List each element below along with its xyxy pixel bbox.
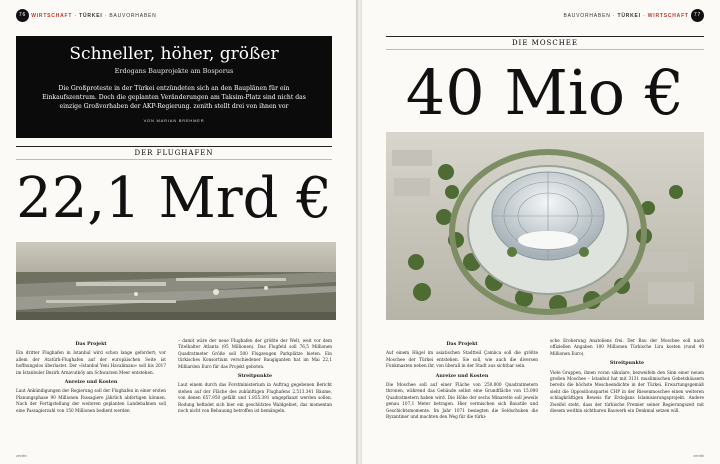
mosque-rendering-illustration: [386, 132, 704, 320]
paragraph: – damit wäre der neue Flughafen der größte der Welt, weit vor dem Titelhalter Atlanta (95 Millionen). Das Flugfeld soll 76,5 Millionen Quadratmeter Größe soll 500 Flugzeugen Parkplätze bieten. Ein türkisches Konsortium verschiedener Baugiganten hat im Mai 22,1 Milliarden Euro für das Projekt geboten.: [178, 338, 332, 369]
section-label: WIRTSCHAFT: [647, 12, 689, 19]
project-amount: 22,1 Mrd €: [16, 166, 332, 231]
mosque-image: [386, 132, 704, 320]
paragraph: Viele Gruppen, ihnen voran säkulare, bezweifeln den Sinn einer neuen großen Moschee – Istanbul hat mit 3131 muslimischen Gebetshäusern bereits die höchste Moscheendichte in der Türkei. Erwartungsgemäß sieht die Oppositionspartei CHP in der Riesenmoschee einen weiteren schlagkräftigen Beweis für Erdoğans Islamisierungsprojekt. Andere Zweifel steht, dass der türkische Premier seiner Regierungszeit mit diesem weithin sichtbaren Bauwerk ein Denkmal setzen will.: [550, 369, 704, 414]
project-amount: 40 Mio €: [405, 56, 685, 129]
paragraph: sche Eroberung Anatoliens frei. Der Bau der Moschee soll nach offiziellen Angaben 100 Millionen Türkische Lira kosten (rund 40 Millionen Euro).: [550, 338, 704, 356]
section-label: WIRTSCHAFT: [31, 12, 73, 19]
paragraph: Auf einem Hügel im asiatischen Stadtteil Çamlıca soll die größte Moschee der Türkei entstehen. Sie soll, wie auch die diversen Funkmasten neben ihr, von überall in der Stadt aus sichtbar sein.: [386, 350, 538, 369]
project-label: DER FLUGHAFEN: [16, 146, 332, 160]
left-page-header: 76 WIRTSCHAFT · TÜRKEI · BAUVORHABEN: [16, 9, 157, 22]
footer-brand: zenith: [693, 453, 704, 458]
subheading: Anreize und Kosten: [435, 372, 489, 379]
category-label: BAUVORHABEN: [563, 12, 611, 19]
paragraph: Ein dritter Flughafen in Istanbul wird schon lange gefordert; vor allem der Atatürk-Flughafen auf der europäischen Seite ist hoffnungslos überlastet. Der »Istanbul Yeni Havalimanı« soll bis 2017 im Istanbuler Bezirk Arnavutköy am Schwarzen Meer entstehen.: [16, 350, 166, 375]
category-label: BAUVORHABEN: [109, 12, 157, 19]
right-column-1: [386, 338, 538, 423]
left-column-1: [16, 338, 166, 417]
footer-brand: zenith: [16, 453, 27, 458]
page-number: 76: [16, 9, 29, 22]
topic-label: TÜRKEI: [617, 12, 641, 19]
project-label: DIE MOSCHEE: [386, 36, 704, 50]
subheading: Streitpunkte: [609, 360, 645, 367]
left-page: [0, 0, 358, 464]
subheading: Das Projekt: [75, 341, 107, 347]
airport-image: [16, 242, 336, 320]
subheading: Streitpunkte: [237, 373, 273, 380]
article-title: Schneller, höher, größer: [69, 44, 279, 64]
topic-label: TÜRKEI: [79, 12, 103, 19]
page-number: 77: [691, 9, 704, 22]
left-column-2: [178, 338, 332, 417]
paragraph: Laut Ankündigungen der Regierung soll der Flughafen in einer ersten Planungsphase 90 Millionen Passagiere jährlich abfertigen können. Nach der Fertigstellung der weiteren geplanten Landebahnen soll eine Passagierzahl von 150 Millionen bedient werden: [16, 388, 166, 413]
intro-box: [16, 36, 332, 138]
subheading: Anreize und Kosten: [64, 379, 118, 386]
airport-aerial-illustration: [16, 242, 336, 320]
paragraph: Laut einem durch das Forstministerium in Auftrag gegebenen Bericht stehen auf der Fläche des zukünftigen Flughafens 2.513.341 Bäume, von denen 657.950 gefällt und 1.855.391 umgepflanzt werden sollen. Rodung befindet sich hier ein geschütztes Waldgebiet, das momentan noch nicht von Bebauung betroffen ist bemängeln.: [178, 382, 332, 414]
right-page-header: BAUVORHABEN · TÜRKEI · WIRTSCHAFT 77: [563, 9, 704, 22]
paragraph: Die Moschee soll auf einer Fläche von 250.000 Quadratmetern thronen, während das Gebäude selbst eine Grundfläche von 15.000 Quadratmetern haben wird. Die Höhe der sechs Minarette soll jeweils genau 107,1 Meter betragen. Hier vermischen sich Baustile und Geschichtsmomente. Im Jahr 1071 besiegten die Seldschuken die Byzantiner und machten den Weg für die türki-: [386, 382, 538, 420]
article-subtitle: Erdogans Bauprojekte am Bosporus: [114, 67, 234, 75]
right-column-2: [550, 338, 704, 417]
author-line: VON MARIAN BREHMER: [143, 118, 205, 123]
right-page: [362, 0, 720, 464]
intro-text: Die Großproteste in der Türkei entzündeten sich an den Bauplänen für ein Einkaufszentrum. Doch die geplanten Veränderungen am Taksim-Platz sind nicht das einzige Großvorhaben der AKP-Regierung. zenith stellt drei von ihnen vor: [42, 85, 306, 110]
subheading: Das Projekt: [446, 341, 478, 347]
